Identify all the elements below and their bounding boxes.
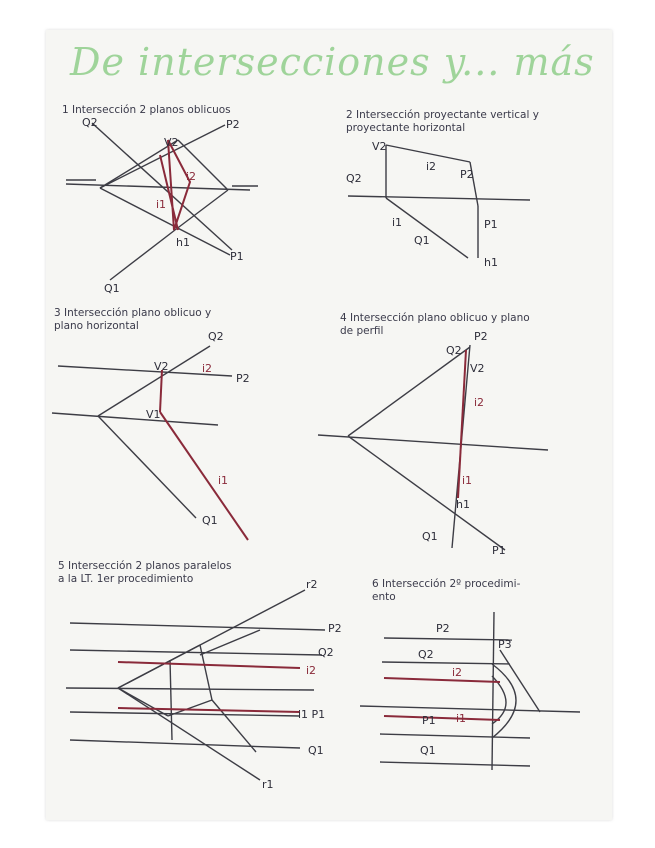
- label-i1: i1: [462, 474, 473, 487]
- label-r2: r2: [306, 578, 318, 591]
- label-v2: V2: [154, 360, 169, 373]
- diagram-2: [348, 145, 530, 258]
- label-i1: i1: [392, 216, 403, 229]
- label-p1: P1: [492, 544, 506, 557]
- label-q1: Q1: [420, 744, 436, 757]
- page-title: De intersecciones y... más: [70, 40, 595, 84]
- label-i1: i1: [456, 712, 467, 725]
- label-p2: P2: [226, 118, 240, 131]
- label-p1: P1: [422, 714, 436, 727]
- label-q2: Q2: [446, 344, 462, 357]
- label-h1: h1: [176, 236, 190, 249]
- label-p1: P1: [484, 218, 498, 231]
- label-q2: Q2: [208, 330, 224, 343]
- caption-5: 5 Intersección 2 planos paralelos a la LT. 1er procedimiento: [58, 560, 232, 585]
- caption-6: 6 Intersección 2º procedimi- ento: [372, 578, 521, 603]
- label-q2: Q2: [418, 648, 434, 661]
- caption-3: 3 Intersección plano oblicuo y plano horizontal: [54, 307, 212, 332]
- label-q2: Q2: [82, 116, 98, 129]
- label-p2: P2: [236, 372, 250, 385]
- caption-2: 2 Intersección proyectante vertical y proyectante horizontal: [346, 109, 539, 134]
- label-i1: i1: [218, 474, 229, 487]
- label-i1: i1: [156, 198, 167, 211]
- label-q1: Q1: [308, 744, 324, 757]
- diagram-6: [360, 612, 580, 770]
- label-p3: P3: [498, 638, 512, 651]
- label-i2: i2: [306, 664, 317, 677]
- label-v1: V1: [146, 408, 161, 421]
- label-i2: i2: [452, 666, 463, 679]
- label-r1: r1: [262, 778, 274, 791]
- label-p2: P2: [328, 622, 342, 635]
- diagram-5: [66, 590, 325, 780]
- label-q1: Q1: [104, 282, 120, 295]
- label-q2: Q2: [346, 172, 362, 185]
- label-i1-p1: i1 P1: [298, 708, 326, 721]
- caption-4: 4 Intersección plano oblicuo y plano de perfil: [340, 312, 530, 337]
- label-p2: P2: [474, 330, 488, 343]
- label-v2: V2: [470, 362, 485, 375]
- label-i2: i2: [426, 160, 437, 173]
- diagram-4: [318, 345, 548, 550]
- label-h1: h1: [456, 498, 470, 511]
- label-h1: h1: [484, 256, 498, 269]
- label-v2: V2: [372, 140, 387, 153]
- label-i2: i2: [474, 396, 485, 409]
- label-p2: P2: [460, 168, 474, 181]
- label-p2: P2: [436, 622, 450, 635]
- label-q1: Q1: [414, 234, 430, 247]
- label-q1: Q1: [202, 514, 218, 527]
- label-q2: Q2: [318, 646, 334, 659]
- label-i2: i2: [202, 362, 213, 375]
- label-p1: P1: [230, 250, 244, 263]
- label-i2: i2: [186, 170, 197, 183]
- label-q1: Q1: [422, 530, 438, 543]
- label-v2: V2: [164, 136, 179, 149]
- caption-1: 1 Intersección 2 planos oblicuos: [62, 104, 231, 116]
